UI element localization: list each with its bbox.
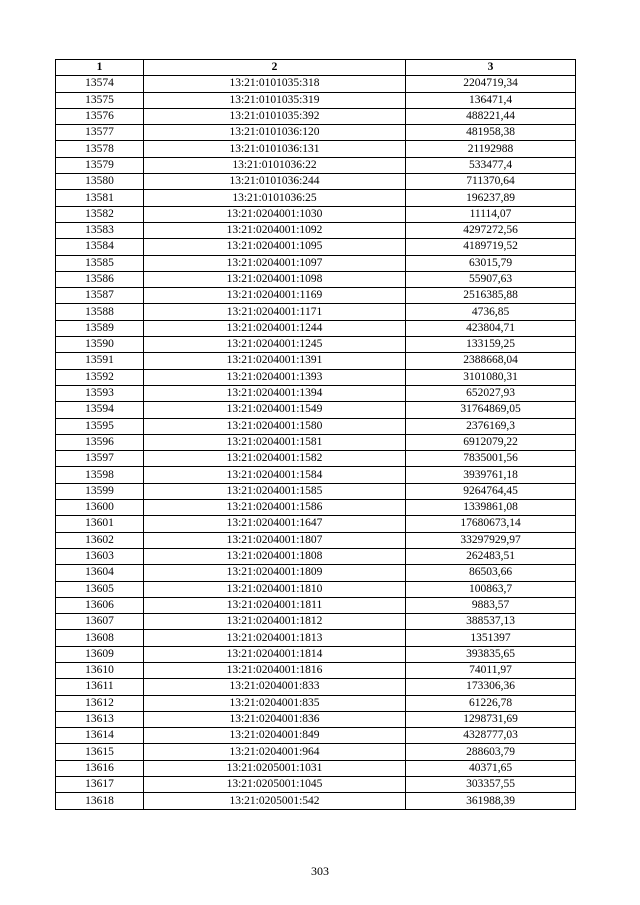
value-cell: 6912079,22 [406, 434, 576, 450]
table-row [56, 402, 576, 418]
table-row [56, 614, 576, 630]
row-number-cell: 13581 [56, 190, 144, 206]
row-number-cell: 13599 [56, 483, 144, 499]
row-number-cell: 13586 [56, 271, 144, 287]
row-number-cell: 13612 [56, 695, 144, 711]
cadastral-number-cell: 13:21:0204001:1169 [144, 288, 406, 304]
value-cell: 9883,57 [406, 597, 576, 613]
row-number-cell: 13580 [56, 174, 144, 190]
table-row [56, 548, 576, 564]
value-cell: 2388668,04 [406, 353, 576, 369]
row-number-cell: 13606 [56, 597, 144, 613]
row-number-cell: 13604 [56, 565, 144, 581]
value-cell: 423804,71 [406, 320, 576, 336]
value-cell: 55907,63 [406, 271, 576, 287]
cadastral-number-cell: 13:21:0101035:319 [144, 92, 406, 108]
value-cell: 86503,66 [406, 565, 576, 581]
cadastral-number-cell: 13:21:0204001:1810 [144, 581, 406, 597]
cadastral-number-cell: 13:21:0205001:1045 [144, 777, 406, 793]
value-cell: 61226,78 [406, 695, 576, 711]
table-row [56, 157, 576, 173]
table-row [56, 695, 576, 711]
cadastral-number-cell: 13:21:0204001:1813 [144, 630, 406, 646]
cadastral-number-cell: 13:21:0205001:1031 [144, 760, 406, 776]
cadastral-number-cell: 13:21:0204001:835 [144, 695, 406, 711]
table-row [56, 532, 576, 548]
cadastral-number-cell: 13:21:0204001:1244 [144, 320, 406, 336]
value-cell: 4328777,03 [406, 728, 576, 744]
cadastral-number-cell: 13:21:0204001:964 [144, 744, 406, 760]
value-cell: 288603,79 [406, 744, 576, 760]
value-cell: 2516385,88 [406, 288, 576, 304]
value-cell: 3101080,31 [406, 369, 576, 385]
row-number-cell: 13615 [56, 744, 144, 760]
value-cell: 4297272,56 [406, 222, 576, 238]
table-row [56, 679, 576, 695]
cadastral-number-cell: 13:21:0204001:1097 [144, 255, 406, 271]
data-table [55, 59, 576, 810]
table-row [56, 369, 576, 385]
cadastral-number-cell: 13:21:0101036:120 [144, 125, 406, 141]
row-number-cell: 13603 [56, 548, 144, 564]
table-row [56, 467, 576, 483]
column-header-2: 2 [144, 60, 406, 76]
cadastral-number-cell: 13:21:0204001:1092 [144, 222, 406, 238]
table-row [56, 304, 576, 320]
value-cell: 136471,4 [406, 92, 576, 108]
cadastral-number-cell: 13:21:0204001:836 [144, 711, 406, 727]
table-row [56, 434, 576, 450]
table-row [56, 76, 576, 92]
row-number-cell: 13616 [56, 760, 144, 776]
value-cell: 11114,07 [406, 206, 576, 222]
cadastral-number-cell: 13:21:0204001:1171 [144, 304, 406, 320]
cadastral-number-cell: 13:21:0101036:22 [144, 157, 406, 173]
cadastral-number-cell: 13:21:0204001:1391 [144, 353, 406, 369]
row-number-cell: 13575 [56, 92, 144, 108]
table-row [56, 141, 576, 157]
cadastral-number-cell: 13:21:0204001:1580 [144, 418, 406, 434]
cadastral-number-cell: 13:21:0204001:1394 [144, 385, 406, 401]
value-cell: 1351397 [406, 630, 576, 646]
table-body [56, 76, 576, 809]
cadastral-number-cell: 13:21:0204001:1586 [144, 500, 406, 516]
table-row [56, 516, 576, 532]
table-row [56, 239, 576, 255]
row-number-cell: 13582 [56, 206, 144, 222]
value-cell: 1298731,69 [406, 711, 576, 727]
row-number-cell: 13602 [56, 532, 144, 548]
table-row [56, 337, 576, 353]
cadastral-number-cell: 13:21:0204001:1585 [144, 483, 406, 499]
value-cell: 4189719,52 [406, 239, 576, 255]
value-cell: 63015,79 [406, 255, 576, 271]
row-number-cell: 13578 [56, 141, 144, 157]
table-row [56, 125, 576, 141]
row-number-cell: 13608 [56, 630, 144, 646]
table-row [56, 777, 576, 793]
cadastral-number-cell: 13:21:0204001:1095 [144, 239, 406, 255]
row-number-cell: 13579 [56, 157, 144, 173]
row-number-cell: 13609 [56, 646, 144, 662]
row-number-cell: 13584 [56, 239, 144, 255]
row-number-cell: 13600 [56, 500, 144, 516]
value-cell: 303357,55 [406, 777, 576, 793]
cadastral-number-cell: 13:21:0204001:1807 [144, 532, 406, 548]
table-row [56, 190, 576, 206]
value-cell: 74011,97 [406, 662, 576, 678]
cadastral-number-cell: 13:21:0101036:131 [144, 141, 406, 157]
value-cell: 361988,39 [406, 793, 576, 809]
table-row [56, 353, 576, 369]
value-cell: 17680673,14 [406, 516, 576, 532]
value-cell: 481958,38 [406, 125, 576, 141]
value-cell: 21192988 [406, 141, 576, 157]
cadastral-number-cell: 13:21:0204001:849 [144, 728, 406, 744]
table-row [56, 255, 576, 271]
row-number-cell: 13595 [56, 418, 144, 434]
row-number-cell: 13576 [56, 108, 144, 124]
cadastral-number-cell: 13:21:0204001:1549 [144, 402, 406, 418]
row-number-cell: 13590 [56, 337, 144, 353]
row-number-cell: 13577 [56, 125, 144, 141]
table-row [56, 760, 576, 776]
row-number-cell: 13611 [56, 679, 144, 695]
row-number-cell: 13607 [56, 614, 144, 630]
value-cell: 711370,64 [406, 174, 576, 190]
table-header-row [56, 60, 576, 76]
value-cell: 40371,65 [406, 760, 576, 776]
cadastral-number-cell: 13:21:0101036:244 [144, 174, 406, 190]
row-number-cell: 13597 [56, 451, 144, 467]
value-cell: 33297929,97 [406, 532, 576, 548]
table-row [56, 597, 576, 613]
value-cell: 1339861,08 [406, 500, 576, 516]
table-row [56, 793, 576, 809]
cadastral-number-cell: 13:21:0204001:1584 [144, 467, 406, 483]
row-number-cell: 13617 [56, 777, 144, 793]
page-number: 303 [311, 864, 329, 878]
row-number-cell: 13588 [56, 304, 144, 320]
table-row [56, 711, 576, 727]
table-row [56, 288, 576, 304]
table-row [56, 222, 576, 238]
cadastral-number-cell: 13:21:0204001:1809 [144, 565, 406, 581]
row-number-cell: 13614 [56, 728, 144, 744]
value-cell: 388537,13 [406, 614, 576, 630]
row-number-cell: 13605 [56, 581, 144, 597]
row-number-cell: 13618 [56, 793, 144, 809]
table-row [56, 483, 576, 499]
table-row [56, 646, 576, 662]
value-cell: 9264764,45 [406, 483, 576, 499]
cadastral-number-cell: 13:21:0204001:1582 [144, 451, 406, 467]
cadastral-number-cell: 13:21:0204001:1647 [144, 516, 406, 532]
value-cell: 262483,51 [406, 548, 576, 564]
cadastral-number-cell: 13:21:0204001:1808 [144, 548, 406, 564]
value-cell: 652027,93 [406, 385, 576, 401]
cadastral-number-cell: 13:21:0204001:1814 [144, 646, 406, 662]
row-number-cell: 13592 [56, 369, 144, 385]
cadastral-number-cell: 13:21:0101035:318 [144, 76, 406, 92]
cadastral-number-cell: 13:21:0101035:392 [144, 108, 406, 124]
table-row [56, 500, 576, 516]
column-header-3: 3 [406, 60, 576, 76]
table-row [56, 271, 576, 287]
cadastral-number-cell: 13:21:0204001:1030 [144, 206, 406, 222]
value-cell: 2204719,34 [406, 76, 576, 92]
row-number-cell: 13591 [56, 353, 144, 369]
cadastral-number-cell: 13:21:0101036:25 [144, 190, 406, 206]
row-number-cell: 13593 [56, 385, 144, 401]
row-number-cell: 13613 [56, 711, 144, 727]
cadastral-number-cell: 13:21:0204001:1245 [144, 337, 406, 353]
row-number-cell: 13596 [56, 434, 144, 450]
row-number-cell: 13601 [56, 516, 144, 532]
row-number-cell: 13594 [56, 402, 144, 418]
table-row [56, 108, 576, 124]
value-cell: 393835,65 [406, 646, 576, 662]
cadastral-number-cell: 13:21:0204001:1816 [144, 662, 406, 678]
value-cell: 4736,85 [406, 304, 576, 320]
table-row [56, 744, 576, 760]
value-cell: 31764869,05 [406, 402, 576, 418]
cadastral-number-cell: 13:21:0204001:1581 [144, 434, 406, 450]
table-row [56, 728, 576, 744]
table-row [56, 662, 576, 678]
cadastral-number-cell: 13:21:0204001:1393 [144, 369, 406, 385]
value-cell: 3939761,18 [406, 467, 576, 483]
row-number-cell: 13574 [56, 76, 144, 92]
cadastral-number-cell: 13:21:0204001:1098 [144, 271, 406, 287]
row-number-cell: 13589 [56, 320, 144, 336]
cadastral-number-cell: 13:21:0204001:1811 [144, 597, 406, 613]
table-row [56, 174, 576, 190]
row-number-cell: 13598 [56, 467, 144, 483]
table-row [56, 320, 576, 336]
row-number-cell: 13585 [56, 255, 144, 271]
table-row [56, 581, 576, 597]
row-number-cell: 13587 [56, 288, 144, 304]
table-row [56, 630, 576, 646]
value-cell: 133159,25 [406, 337, 576, 353]
table-row [56, 206, 576, 222]
value-cell: 196237,89 [406, 190, 576, 206]
cadastral-number-cell: 13:21:0205001:542 [144, 793, 406, 809]
value-cell: 7835001,56 [406, 451, 576, 467]
table-row [56, 92, 576, 108]
table-row [56, 451, 576, 467]
cadastral-number-cell: 13:21:0204001:833 [144, 679, 406, 695]
value-cell: 2376169,3 [406, 418, 576, 434]
table-row [56, 418, 576, 434]
column-header-1: 1 [56, 60, 144, 76]
value-cell: 488221,44 [406, 108, 576, 124]
row-number-cell: 13583 [56, 222, 144, 238]
value-cell: 100863,7 [406, 581, 576, 597]
value-cell: 173306,36 [406, 679, 576, 695]
table-row [56, 565, 576, 581]
value-cell: 533477,4 [406, 157, 576, 173]
row-number-cell: 13610 [56, 662, 144, 678]
cadastral-number-cell: 13:21:0204001:1812 [144, 614, 406, 630]
table-row [56, 385, 576, 401]
